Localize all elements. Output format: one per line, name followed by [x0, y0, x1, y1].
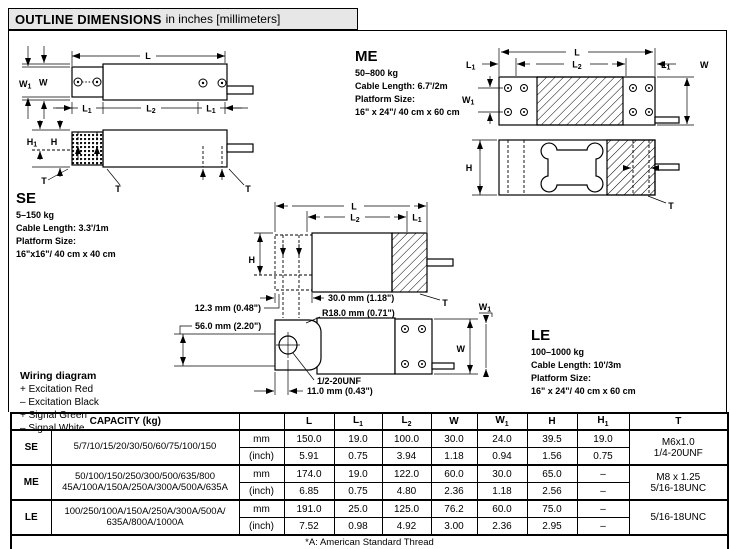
value-cell: 30.0	[431, 430, 477, 448]
callout-11mm: 11.0 mm (0.43")	[307, 386, 373, 396]
unit-mm: mm	[239, 430, 284, 448]
se-dim-w1: W1	[19, 79, 32, 91]
me-dim-h: H	[465, 163, 473, 173]
value-cell: 30.0	[477, 465, 527, 483]
col-l: L	[284, 413, 334, 430]
value-cell: 2.36	[477, 518, 527, 536]
le-dim-l2: L2	[350, 212, 360, 224]
value-cell: 1.18	[431, 448, 477, 466]
wiring-excitation-plus: + Excitation Red	[20, 384, 94, 395]
se-dim-l1-right: L1	[206, 103, 216, 115]
se-cable-length: Cable Length: 3.3'/1m	[16, 223, 109, 233]
se-platform-size: 16"x16"/ 40 cm x 40 cm	[16, 249, 116, 259]
value-cell: –	[577, 518, 629, 536]
se-dim-h: H	[50, 137, 58, 147]
thread-line2: 1/4-20UNF	[653, 447, 703, 459]
le-dim-l1: L1	[412, 212, 422, 224]
me-platform-label: Platform Size:	[355, 94, 416, 104]
se-dim-h1: H1	[26, 137, 38, 149]
value-cell: –	[577, 500, 629, 518]
unit-mm: mm	[239, 465, 284, 483]
value-cell: 174.0	[284, 465, 334, 483]
thread-line1: M8 x 1.25	[656, 471, 701, 483]
callout-30mm: 30.0 mm (1.18")	[328, 293, 395, 303]
callout-12mm: 12.3 mm (0.48")	[194, 303, 261, 313]
row-model-me: ME	[11, 465, 51, 500]
value-cell: 0.75	[334, 448, 382, 466]
value-cell: 75.0	[527, 500, 577, 518]
me-dim-l1-right: L1	[661, 60, 671, 72]
value-cell: 25.0	[334, 500, 382, 518]
se-dim-t3: T	[245, 184, 251, 194]
capacity-line1: 100/250/100A/150A/250A/300A/500A/	[64, 506, 226, 518]
capacity-line1: 50/100/150/250/300/500/635/800	[75, 471, 215, 483]
value-cell: 6.85	[284, 483, 334, 501]
value-cell: 100.0	[382, 430, 431, 448]
se-dim-t2: T	[115, 184, 121, 194]
value-cell: 0.75	[334, 483, 382, 501]
me-side-view	[466, 140, 679, 211]
le-dim-w1: W1	[478, 302, 492, 314]
value-cell: 3.00	[431, 518, 477, 536]
me-platform-size: 16" x 24"/ 40 cm x 60 cm	[355, 107, 460, 117]
value-cell: 1.56	[527, 448, 577, 466]
col-t: T	[629, 413, 728, 430]
value-cell: 39.5	[527, 430, 577, 448]
me-plan-view	[462, 48, 709, 126]
le-cable-length: Cable Length: 10'/3m	[531, 360, 622, 370]
value-cell: 125.0	[382, 500, 431, 518]
se-dim-l2: L2	[146, 103, 156, 115]
se-info-block	[16, 190, 116, 261]
wiring-excitation-minus: – Excitation Black	[20, 397, 99, 408]
callout-r18: R18.0 mm (0.71")	[322, 308, 395, 318]
unit-inch: (inch)	[239, 448, 284, 466]
se-dim-w: W	[39, 77, 48, 88]
thread-cell-le	[629, 500, 728, 535]
le-platform-label: Platform Size:	[531, 373, 592, 383]
row-capacity-me	[51, 465, 239, 500]
le-plan-view	[254, 302, 492, 396]
value-cell: 0.94	[477, 448, 527, 466]
table-row	[11, 465, 728, 483]
se-dim-l: L	[145, 51, 151, 61]
callout-thread: 1/2-20UNF	[317, 376, 362, 386]
value-cell: 5.91	[284, 448, 334, 466]
row-model-le: LE	[11, 500, 51, 535]
me-dim-l: L	[574, 47, 580, 58]
wiring-signal-minus: – Signal White	[20, 423, 85, 434]
se-dim-t1: T	[41, 176, 47, 186]
table-header-row	[11, 413, 728, 430]
se-plan-view	[19, 46, 253, 119]
value-cell: 7.52	[284, 518, 334, 536]
value-cell: 2.36	[431, 483, 477, 501]
value-cell: 122.0	[382, 465, 431, 483]
table-row	[11, 430, 728, 448]
value-cell: 24.0	[477, 430, 527, 448]
le-model-name: LE	[531, 327, 551, 344]
value-cell: 19.0	[334, 465, 382, 483]
unit-mm: mm	[239, 500, 284, 518]
value-cell: 150.0	[284, 430, 334, 448]
le-dim-l: L	[351, 201, 357, 212]
row-capacity-se	[51, 430, 239, 465]
me-model-name: ME	[355, 48, 378, 65]
page-title-units: in inches [millimeters]	[165, 12, 281, 26]
callout-56mm: 56.0 mm (2.20")	[195, 321, 262, 331]
value-cell: 3.94	[382, 448, 431, 466]
value-cell: 4.92	[382, 518, 431, 536]
value-cell: 0.75	[577, 448, 629, 466]
col-h1: $H_1$	[577, 413, 629, 430]
unit-inch: (inch)	[239, 483, 284, 501]
col-w1: $W_1$	[477, 413, 527, 430]
value-cell: 60.0	[431, 465, 477, 483]
me-dim-w1: W1	[462, 95, 475, 107]
capacity-line2: 45A/100A/150A/250A/300A/500A/635A	[62, 481, 228, 493]
page-title: OUTLINE DIMENSIONS	[15, 11, 162, 27]
value-cell: –	[577, 483, 629, 501]
le-capacity-range: 100–1000 kg	[531, 347, 585, 357]
se-model-name: SE	[16, 190, 37, 207]
value-cell: 60.0	[477, 500, 527, 518]
col-h: H	[527, 413, 577, 430]
me-info-block	[355, 48, 460, 119]
table-row	[11, 500, 728, 518]
value-cell: 19.0	[334, 430, 382, 448]
wiring-signal-plus: + Signal Green	[20, 410, 87, 421]
le-info-block	[531, 327, 636, 398]
me-capacity-range: 50–800 kg	[355, 68, 399, 78]
wiring-title: Wiring diagram	[20, 370, 97, 382]
value-cell: 0.98	[334, 518, 382, 536]
thread-line1: M6x1.0	[661, 436, 695, 448]
se-dim-l1-left: L1	[82, 103, 92, 115]
me-dim-l1-left: L1	[466, 60, 476, 72]
value-cell: 19.0	[577, 430, 629, 448]
se-side-view	[27, 120, 253, 194]
capacity-line2: 635A/800A/1000A	[106, 516, 184, 528]
value-cell: 191.0	[284, 500, 334, 518]
value-cell: 2.95	[527, 518, 577, 536]
se-capacity-range: 5–150 kg	[16, 210, 55, 220]
value-cell: 65.0	[527, 465, 577, 483]
thread-line2: 5/16-18UNC	[650, 512, 707, 523]
value-cell: 2.56	[527, 483, 577, 501]
col-l1: $L_1$	[334, 413, 382, 430]
le-dim-h: H	[248, 255, 255, 265]
capacity-line1: 5/7/10/15/20/30/50/60/75/100/150	[73, 441, 217, 453]
title-bar	[8, 8, 358, 30]
table-footnote-row	[11, 535, 728, 549]
footnote: *A: American Standard Thread	[11, 535, 728, 549]
value-cell: 1.18	[477, 483, 527, 501]
unit-header	[239, 413, 284, 430]
row-capacity-le	[51, 500, 239, 535]
value-cell: –	[577, 465, 629, 483]
se-platform-label: Platform Size:	[16, 236, 77, 246]
capacity-header: CAPACITY (kg)	[11, 413, 239, 430]
thread-cell-me	[629, 465, 728, 500]
me-cable-length: Cable Length: 6.7'/2m	[355, 81, 448, 91]
col-w: W	[431, 413, 477, 430]
value-cell: 76.2	[431, 500, 477, 518]
row-model-se: SE	[11, 430, 51, 465]
me-dim-l2: L2	[572, 59, 582, 71]
le-platform-size: 16" x 24"/ 40 cm x 60 cm	[531, 386, 636, 396]
value-cell: 4.80	[382, 483, 431, 501]
me-dim-w: W	[700, 60, 709, 70]
me-dim-t: T	[668, 201, 674, 211]
le-dim-w: W	[456, 344, 465, 354]
col-l2: $L_2$	[382, 413, 431, 430]
unit-inch: (inch)	[239, 518, 284, 536]
le-dim-t: T	[442, 298, 448, 308]
thread-line2: 5/16-18UNC	[650, 482, 707, 494]
thread-cell-se	[629, 430, 728, 465]
dimension-table	[10, 412, 729, 549]
